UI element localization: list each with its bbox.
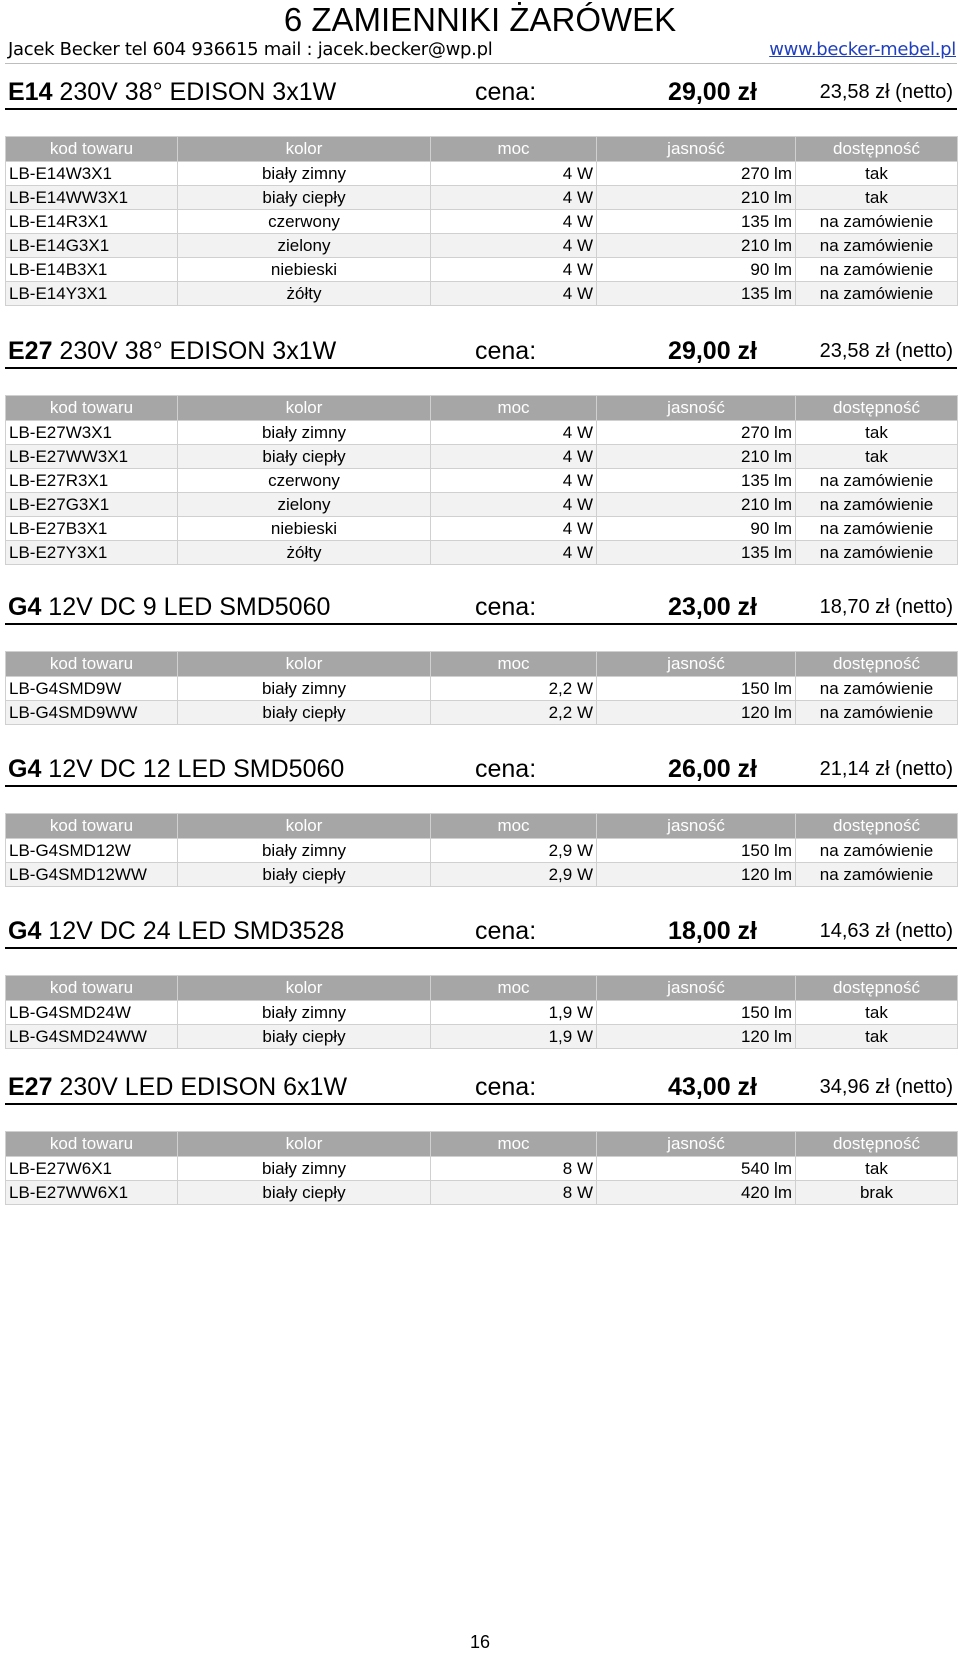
product-table <box>5 813 958 887</box>
product-table <box>5 1131 958 1205</box>
table-row <box>6 541 958 565</box>
cell-brightness: 90 lm <box>597 258 796 282</box>
cell-power: 8 W <box>431 1157 597 1181</box>
website-link[interactable]: www.becker-mebel.pl <box>769 39 956 60</box>
cell-power: 8 W <box>431 1181 597 1205</box>
cell-availability: na zamówienie <box>796 677 958 701</box>
cell-color: biały zimny <box>178 839 431 863</box>
price-label: cena: <box>475 917 537 945</box>
table-row <box>6 701 958 725</box>
section-header <box>5 755 957 787</box>
table-row <box>6 210 958 234</box>
cell-power: 4 W <box>431 469 597 493</box>
cell-availability: tak <box>796 421 958 445</box>
cell-power: 4 W <box>431 282 597 306</box>
table-row <box>6 234 958 258</box>
cell-product-code: LB-E14Y3X1 <box>6 282 178 306</box>
cell-product-code: LB-E14WW3X1 <box>6 186 178 210</box>
cell-product-code: LB-E27W6X1 <box>6 1157 178 1181</box>
col-header-brightness: jasność <box>597 976 796 1001</box>
cell-brightness: 270 lm <box>597 162 796 186</box>
cell-product-code: LB-G4SMD24WW <box>6 1025 178 1049</box>
cell-brightness: 120 lm <box>597 701 796 725</box>
cell-availability: na zamówienie <box>796 863 958 887</box>
cell-brightness: 270 lm <box>597 421 796 445</box>
table-row <box>6 1001 958 1025</box>
gross-price: 29,00 zł <box>668 337 757 365</box>
col-header-color: kolor <box>178 652 431 677</box>
product-name <box>8 754 344 784</box>
col-header-brightness: jasność <box>597 652 796 677</box>
cell-product-code: LB-E27WW6X1 <box>6 1181 178 1205</box>
cell-power: 1,9 W <box>431 1001 597 1025</box>
cell-product-code: LB-E27B3X1 <box>6 517 178 541</box>
cell-color: biały ciepły <box>178 863 431 887</box>
cell-availability: na zamówienie <box>796 258 958 282</box>
cell-power: 1,9 W <box>431 1025 597 1049</box>
cell-brightness: 150 lm <box>597 839 796 863</box>
cell-power: 4 W <box>431 445 597 469</box>
cell-availability: tak <box>796 1001 958 1025</box>
table-row <box>6 517 958 541</box>
cell-brightness: 420 lm <box>597 1181 796 1205</box>
table-row <box>6 421 958 445</box>
product-table <box>5 975 958 1049</box>
col-header-color: kolor <box>178 137 431 162</box>
col-header-code: kod towaru <box>6 814 178 839</box>
cell-brightness: 90 lm <box>597 517 796 541</box>
cell-power: 2,2 W <box>431 677 597 701</box>
table-row <box>6 258 958 282</box>
table-row <box>6 493 958 517</box>
product-section <box>5 337 957 562</box>
cell-product-code: LB-G4SMD12W <box>6 839 178 863</box>
socket-type: E27 <box>8 337 53 365</box>
col-header-availability: dostępność <box>796 652 958 677</box>
cell-power: 4 W <box>431 421 597 445</box>
col-header-brightness: jasność <box>597 814 796 839</box>
section-header <box>5 1073 957 1105</box>
socket-type: G4 <box>8 755 42 783</box>
cell-brightness: 150 lm <box>597 677 796 701</box>
col-header-power: moc <box>431 396 597 421</box>
cell-product-code: LB-E14G3X1 <box>6 234 178 258</box>
col-header-color: kolor <box>178 396 431 421</box>
cell-color: biały zimny <box>178 1157 431 1181</box>
product-name <box>8 77 336 107</box>
cell-color: biały zimny <box>178 162 431 186</box>
table-header-row <box>6 1132 958 1157</box>
cell-power: 4 W <box>431 234 597 258</box>
net-price: 18,70 zł (netto) <box>819 596 953 618</box>
cell-product-code: LB-G4SMD9WW <box>6 701 178 725</box>
cell-brightness: 120 lm <box>597 1025 796 1049</box>
cell-color: biały ciepły <box>178 1181 431 1205</box>
col-header-availability: dostępność <box>796 137 958 162</box>
cell-color: biały ciepły <box>178 186 431 210</box>
cell-color: czerwony <box>178 469 431 493</box>
table-row <box>6 162 958 186</box>
net-price: 23,58 zł (netto) <box>819 81 953 103</box>
col-header-power: moc <box>431 814 597 839</box>
price-label: cena: <box>475 78 537 106</box>
socket-type: E27 <box>8 1073 53 1101</box>
cell-availability: na zamówienie <box>796 839 958 863</box>
cell-availability: na zamówienie <box>796 469 958 493</box>
cell-power: 4 W <box>431 162 597 186</box>
product-spec: 12V DC 12 LED SMD5060 <box>41 755 345 783</box>
product-name <box>8 1072 347 1102</box>
product-table <box>5 395 958 565</box>
product-spec: 230V 38° EDISON 3x1W <box>52 337 337 365</box>
col-header-code: kod towaru <box>6 396 178 421</box>
cell-color: biały ciepły <box>178 701 431 725</box>
cell-brightness: 210 lm <box>597 186 796 210</box>
col-header-brightness: jasność <box>597 396 796 421</box>
table-row <box>6 1157 958 1181</box>
product-spec: 12V DC 24 LED SMD3528 <box>41 917 345 945</box>
section-header <box>5 593 957 625</box>
table-row <box>6 863 958 887</box>
cell-availability: na zamówienie <box>796 517 958 541</box>
col-header-brightness: jasność <box>597 137 796 162</box>
contact-info: Jacek Becker tel 604 936615 mail : jacek.becker@wp.pl <box>8 39 493 60</box>
cell-availability: na zamówienie <box>796 210 958 234</box>
cell-product-code: LB-G4SMD24W <box>6 1001 178 1025</box>
cell-color: żółty <box>178 541 431 565</box>
cell-color: biały zimny <box>178 677 431 701</box>
cell-power: 2,9 W <box>431 863 597 887</box>
product-section <box>5 593 957 722</box>
section-header <box>5 78 957 110</box>
price-label: cena: <box>475 755 537 783</box>
cell-power: 4 W <box>431 493 597 517</box>
col-header-code: kod towaru <box>6 652 178 677</box>
cell-product-code: LB-E14B3X1 <box>6 258 178 282</box>
socket-type: G4 <box>8 917 42 945</box>
cell-brightness: 135 lm <box>597 282 796 306</box>
col-header-code: kod towaru <box>6 976 178 1001</box>
cell-power: 4 W <box>431 186 597 210</box>
cell-power: 4 W <box>431 258 597 282</box>
socket-type: E14 <box>8 78 53 106</box>
col-header-code: kod towaru <box>6 1132 178 1157</box>
cell-color: biały ciepły <box>178 445 431 469</box>
cell-product-code: LB-G4SMD9W <box>6 677 178 701</box>
col-header-availability: dostępność <box>796 814 958 839</box>
col-header-power: moc <box>431 976 597 1001</box>
net-price: 23,58 zł (netto) <box>819 340 953 362</box>
table-row <box>6 469 958 493</box>
gross-price: 18,00 zł <box>668 917 757 945</box>
section-header <box>5 337 957 369</box>
col-header-availability: dostępność <box>796 396 958 421</box>
cell-power: 4 W <box>431 541 597 565</box>
table-header-row <box>6 137 958 162</box>
product-section <box>5 917 957 1046</box>
cell-availability: na zamówienie <box>796 234 958 258</box>
cell-color: zielony <box>178 493 431 517</box>
cell-brightness: 135 lm <box>597 210 796 234</box>
section-header <box>5 917 957 949</box>
product-name <box>8 592 330 622</box>
cell-availability: brak <box>796 1181 958 1205</box>
col-header-power: moc <box>431 137 597 162</box>
col-header-color: kolor <box>178 814 431 839</box>
table-header-row <box>6 396 958 421</box>
cell-brightness: 150 lm <box>597 1001 796 1025</box>
page-title: 6 ZAMIENNIKI ŻARÓWEK <box>283 1 677 38</box>
cell-brightness: 135 lm <box>597 541 796 565</box>
price-label: cena: <box>475 337 537 365</box>
net-price: 34,96 zł (netto) <box>819 1076 953 1098</box>
cell-product-code: LB-E27R3X1 <box>6 469 178 493</box>
table-header-row <box>6 652 958 677</box>
cell-power: 2,9 W <box>431 839 597 863</box>
product-name <box>8 336 336 366</box>
cell-brightness: 210 lm <box>597 445 796 469</box>
table-row <box>6 445 958 469</box>
cell-power: 2,2 W <box>431 701 597 725</box>
cell-product-code: LB-E14R3X1 <box>6 210 178 234</box>
cell-color: biały zimny <box>178 1001 431 1025</box>
cell-color: niebieski <box>178 517 431 541</box>
net-price: 21,14 zł (netto) <box>819 758 953 780</box>
page-number: 16 <box>469 1632 491 1652</box>
cell-power: 4 W <box>431 210 597 234</box>
cell-brightness: 210 lm <box>597 234 796 258</box>
product-table <box>5 651 958 725</box>
table-row <box>6 1181 958 1205</box>
cell-power: 4 W <box>431 517 597 541</box>
col-header-availability: dostępność <box>796 1132 958 1157</box>
cell-color: zielony <box>178 234 431 258</box>
table-row <box>6 282 958 306</box>
price-label: cena: <box>475 593 537 621</box>
cell-availability: tak <box>796 445 958 469</box>
cell-brightness: 120 lm <box>597 863 796 887</box>
gross-price: 43,00 zł <box>668 1073 757 1101</box>
cell-color: biały ciepły <box>178 1025 431 1049</box>
cell-availability: na zamówienie <box>796 541 958 565</box>
product-section <box>5 755 957 884</box>
cell-color: niebieski <box>178 258 431 282</box>
col-header-color: kolor <box>178 1132 431 1157</box>
gross-price: 23,00 zł <box>668 593 757 621</box>
cell-product-code: LB-E27W3X1 <box>6 421 178 445</box>
cell-availability: na zamówienie <box>796 282 958 306</box>
product-section <box>5 78 957 303</box>
cell-availability: na zamówienie <box>796 701 958 725</box>
col-header-power: moc <box>431 1132 597 1157</box>
gross-price: 26,00 zł <box>668 755 757 783</box>
col-header-power: moc <box>431 652 597 677</box>
cell-product-code: LB-E14W3X1 <box>6 162 178 186</box>
net-price: 14,63 zł (netto) <box>819 920 953 942</box>
product-table <box>5 136 958 306</box>
col-header-color: kolor <box>178 976 431 1001</box>
table-header-row <box>6 976 958 1001</box>
gross-price: 29,00 zł <box>668 78 757 106</box>
col-header-brightness: jasność <box>597 1132 796 1157</box>
cell-availability: tak <box>796 162 958 186</box>
cell-availability: tak <box>796 186 958 210</box>
cell-brightness: 135 lm <box>597 469 796 493</box>
cell-product-code: LB-E27WW3X1 <box>6 445 178 469</box>
cell-color: żółty <box>178 282 431 306</box>
product-name <box>8 916 344 946</box>
cell-availability: tak <box>796 1025 958 1049</box>
product-spec: 230V LED EDISON 6x1W <box>52 1073 348 1101</box>
table-row <box>6 1025 958 1049</box>
col-header-code: kod towaru <box>6 137 178 162</box>
col-header-availability: dostępność <box>796 976 958 1001</box>
table-row <box>6 839 958 863</box>
cell-availability: tak <box>796 1157 958 1181</box>
cell-brightness: 540 lm <box>597 1157 796 1181</box>
table-header-row <box>6 814 958 839</box>
price-label: cena: <box>475 1073 537 1101</box>
header-divider <box>5 63 957 64</box>
cell-product-code: LB-G4SMD12WW <box>6 863 178 887</box>
cell-availability: na zamówienie <box>796 493 958 517</box>
cell-color: czerwony <box>178 210 431 234</box>
cell-product-code: LB-E27G3X1 <box>6 493 178 517</box>
cell-product-code: LB-E27Y3X1 <box>6 541 178 565</box>
product-section <box>5 1073 957 1202</box>
product-spec: 230V 38° EDISON 3x1W <box>52 78 337 106</box>
table-row <box>6 677 958 701</box>
socket-type: G4 <box>8 593 42 621</box>
cell-color: biały zimny <box>178 421 431 445</box>
table-row <box>6 186 958 210</box>
product-spec: 12V DC 9 LED SMD5060 <box>41 593 331 621</box>
cell-brightness: 210 lm <box>597 493 796 517</box>
